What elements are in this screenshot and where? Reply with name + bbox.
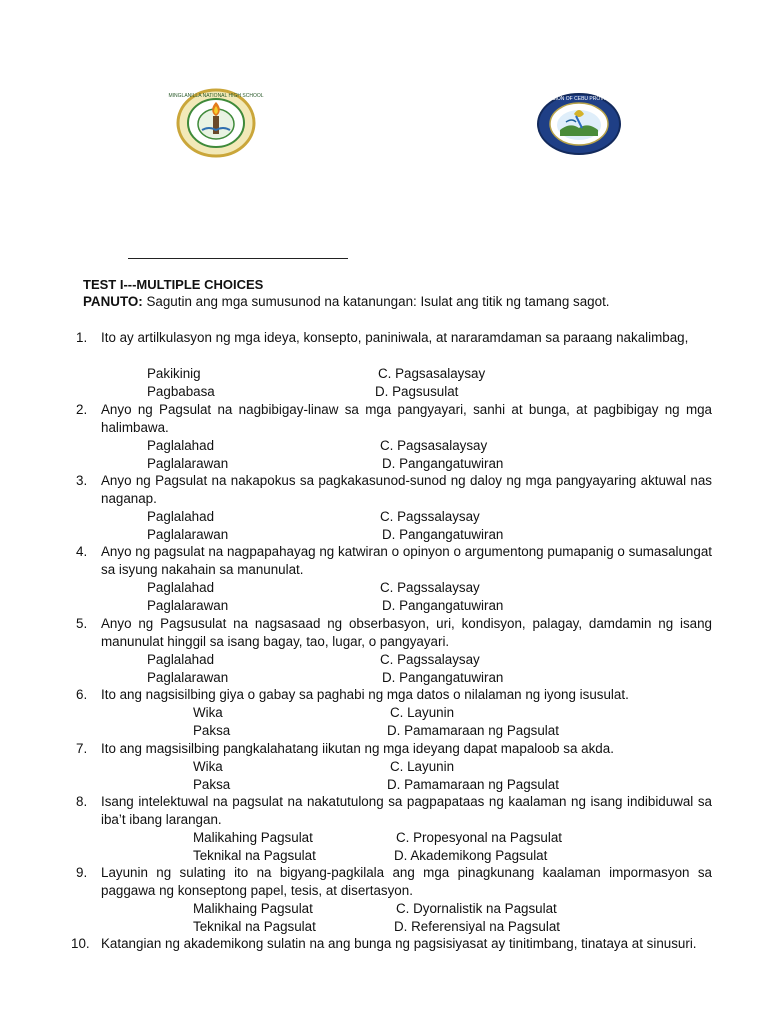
option-a: Paglalahad <box>147 509 215 524</box>
option-b: Paglalarawan <box>147 670 229 685</box>
question-text: Ito ay artilkulasyon ng mga ideya, konsepto, paniniwala, at nararamdaman sa paraang nakalimbag, <box>101 330 689 345</box>
option-d: D. Pangangatuwiran <box>382 598 504 613</box>
option-b: Paksa <box>193 723 231 738</box>
question-4 <box>76 543 712 578</box>
question-number: 2. <box>76 402 88 417</box>
question-text: Katangian ng akademikong sulatin na ang bunga ng pagsisiyasat ay tinitimbang, tinataya at sinusuri. <box>101 936 697 951</box>
question-number: 3. <box>76 473 88 488</box>
option-a: Paglalahad <box>147 580 215 595</box>
question-number: 1. <box>76 330 88 345</box>
option-c: C. Propesyonal na Pagsulat <box>396 830 562 845</box>
option-a: Paglalahad <box>147 652 215 667</box>
option-a: Wika <box>193 759 223 774</box>
question-9 <box>76 864 712 899</box>
option-d: D. Pagsusulat <box>375 384 459 399</box>
option-c: C. Pagssalaysay <box>380 580 480 595</box>
option-c: C. Pagsasalaysay <box>380 438 488 453</box>
option-a: Malikahing Pagsulat <box>193 830 313 845</box>
question-10 <box>71 935 712 953</box>
option-d: D. Pamamaraan ng Pagsulat <box>387 777 559 792</box>
option-b: Paglalarawan <box>147 527 229 542</box>
question-text: Layunin ng sulating ito na bigyang-pagkilala ang mga pinagkunang kaalaman impormasyon sa paggawa ng konseptong papel, tesis, at disertasyon. <box>101 865 712 898</box>
option-d: D. Pangangatuwiran <box>382 456 504 471</box>
option-a: Malikhaing Pagsulat <box>193 901 313 916</box>
question-text: Anyo ng pagsulat na nagpapahayag ng katwiran o opinyon o argumentong pumapanig o sumasalungat sa isyung nakahain sa manunulat. <box>101 544 712 577</box>
option-d: D. Pangangatuwiran <box>382 670 504 685</box>
question-8 <box>76 793 712 828</box>
question-text: Anyo ng Pagsulat na nagbibigay-linaw sa mga pangyayari, sanhi at bunga, at pagbibigay ng mga halimbawa. <box>101 402 712 435</box>
question-text: Anyo ng Pagsusulat na nagsasaad ng obserbasyon, uri, kondisyon, palagay, damdamin ng isang manunulat hinggil sa isang bagay, tao, lugar, o pangyayari. <box>101 616 712 649</box>
option-b: Teknikal na Pagsulat <box>193 919 316 934</box>
option-c: C. Pagsasalaysay <box>378 366 486 381</box>
question-text: Ito ang magsisilbing pangkalahatang iikutan ng mga ideyang dapat mapaloob sa akda. <box>101 741 614 756</box>
svg-text:MINGLANILLA NATIONAL HIGH SCHO: MINGLANILLA NATIONAL HIGH SCHOOL <box>168 93 264 99</box>
instruction-label: PANUTO: <box>83 294 143 309</box>
question-number: 7. <box>76 741 88 756</box>
option-b: Paksa <box>193 777 231 792</box>
question-3 <box>76 472 712 507</box>
option-d: D. Referensiyal na Pagsulat <box>394 919 560 934</box>
name-blank-line <box>128 258 348 259</box>
question-number: 5. <box>76 616 88 631</box>
option-b: Pagbabasa <box>147 384 215 399</box>
option-c: C. Pagssalaysay <box>380 509 480 524</box>
instructions <box>83 294 610 309</box>
question-number: 10. <box>71 936 90 951</box>
option-a: Paglalahad <box>147 438 215 453</box>
option-b: Teknikal na Pagsulat <box>193 848 316 863</box>
question-number: 4. <box>76 544 88 559</box>
school-seal-icon <box>168 88 264 158</box>
question-number: 9. <box>76 865 88 880</box>
option-d: D. Pangangatuwiran <box>382 527 504 542</box>
option-a: Pakikinig <box>147 366 201 381</box>
division-seal-icon <box>536 92 622 156</box>
question-5 <box>76 615 712 650</box>
question-number: 6. <box>76 687 88 702</box>
school-seal-logo <box>168 88 264 158</box>
question-1 <box>76 329 712 347</box>
question-text: Isang intelektuwal na pagsulat na nakatutulong sa pagpapataas ng kaalaman ng isang indibiduwal sa iba’t ibang larangan. <box>101 794 712 827</box>
option-c: C. Dyornalistik na Pagsulat <box>396 901 557 916</box>
question-text: Anyo ng Pagsulat na nakapokus sa pagkakasunod-sunod ng daloy ng mga pangyayaring aktuwal nas naganap. <box>101 473 712 506</box>
question-6 <box>76 686 712 704</box>
instruction-text: Sagutin ang mga sumusunod na katanungan: Isulat ang titik ng tamang sagot. <box>142 294 610 309</box>
option-c: C. Layunin <box>390 705 455 720</box>
option-c: C. Pagssalaysay <box>380 652 480 667</box>
option-d: D. Akademikong Pagsulat <box>394 848 548 863</box>
option-b: Paglalarawan <box>147 456 229 471</box>
svg-text:DIVISION OF CEBU PROVINCE: DIVISION OF CEBU PROVINCE <box>542 96 616 102</box>
division-seal-logo <box>536 92 622 156</box>
option-c: C. Layunin <box>390 759 455 774</box>
question-text: Ito ang nagsisilbing giya o gabay sa paghabi ng mga datos o nilalaman ng iyong isusulat. <box>101 687 629 702</box>
question-7 <box>76 740 712 758</box>
option-d: D. Pamamaraan ng Pagsulat <box>387 723 559 738</box>
question-number: 8. <box>76 794 88 809</box>
option-a: Wika <box>193 705 223 720</box>
test-title: TEST I---MULTIPLE CHOICES <box>83 277 264 292</box>
question-2 <box>76 401 712 436</box>
option-b: Paglalarawan <box>147 598 229 613</box>
